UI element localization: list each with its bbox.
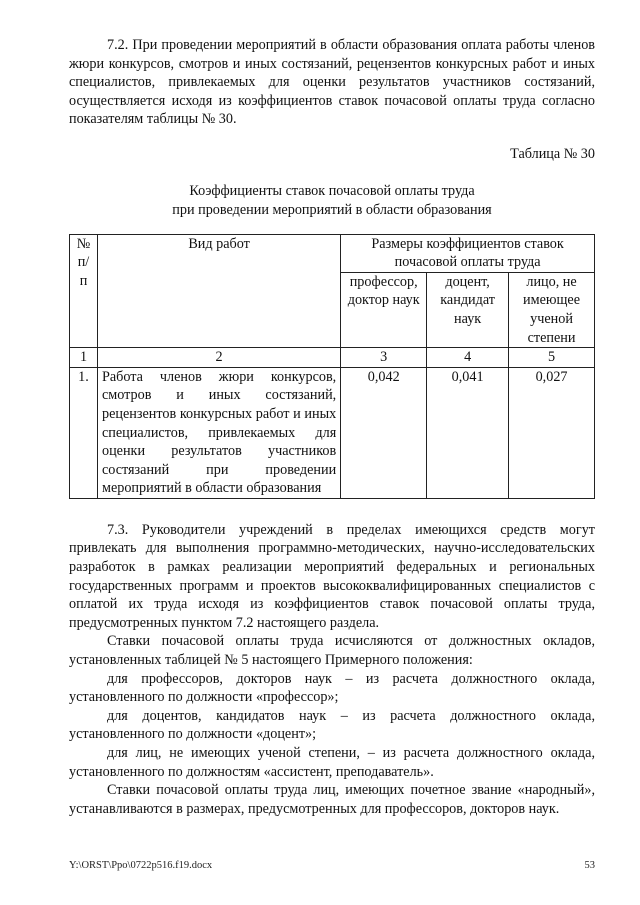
table-caption-line1: Коэффициенты ставок почасовой оплаты труда [189, 182, 475, 199]
header-professor: профессор, доктор наук [341, 272, 427, 347]
paragraph-honorary: Ставки почасовой оплаты труда лиц, имеющих почетное звание «народный», устанавливаются в размерах, предусмотренных для профессоров, докторов наук. [69, 782, 595, 817]
table-caption [69, 182, 595, 220]
column-number: 3 [341, 348, 427, 368]
document-body [69, 36, 595, 818]
paragraph-docents: для доцентов, кандидатов наук – из расчета должностного оклада, установленного по должности «доцент»; [69, 707, 595, 743]
header-docent: доцент, кандидат наук [427, 272, 509, 347]
section-7-3 [69, 521, 595, 819]
paragraph-professors: для профессоров, докторов наук – из расчета должностного оклада, установленного по должности «профессор»; [69, 670, 595, 706]
row-coef-docent: 0,041 [427, 367, 509, 498]
table-label: Таблица № 30 [510, 145, 595, 162]
table-header-row [70, 234, 595, 272]
row-number: 1. [70, 367, 98, 498]
table-column-number-row [70, 348, 595, 368]
column-number: 4 [427, 348, 509, 368]
column-number: 1 [70, 348, 98, 368]
coefficients-table [69, 234, 595, 499]
page-number: 53 [584, 860, 595, 871]
header-number: № п/п [70, 234, 98, 348]
page-footer [69, 857, 595, 876]
paragraph-7-3: 7.3. Руководители учреждений в пределах имеющихся средств могут привлекать для выполнения программно-методических, научно-исследовательских разработок в рамках реализации мероприятий федеральных и региональных государственных программ и проектов высококвалифицированных специалистов с оплатой их труда исходя из коэффициентов ставок почасовой оплаты труда, предусмотренных пунктом 7.2 настоящего раздела. [69, 521, 595, 631]
table-caption-line2: при проведении мероприятий в области образования [172, 201, 492, 218]
column-number: 5 [509, 348, 595, 368]
column-number: 2 [97, 348, 340, 368]
header-no-degree: лицо, не имеющее ученой степени [509, 272, 595, 347]
row-work-description: Работа членов жюри конкурсов, смотров и иных состязаний, рецензентов конкурсных работ и иных специалистов, привлекаемых для оценки результатов участников состязаний при проведении мероприятий в области образования [97, 367, 340, 498]
footer-file-path: Y:\ORST\Ppo\0722p516.f19.docx [69, 860, 213, 871]
header-work-type: Вид работ [97, 234, 340, 348]
row-coef-no-degree: 0,027 [509, 367, 595, 498]
paragraph-rates: Ставки почасовой оплаты труда исчисляются от должностных окладов, установленных таблицей № 5 настоящего Примерного положения: [69, 633, 595, 669]
paragraph-no-degree: для лиц, не имеющих ученой степени, – из расчета должностного оклада, установленного по должностям «ассистент, преподаватель». [69, 745, 595, 780]
table-row [70, 367, 595, 498]
row-coef-professor: 0,042 [341, 367, 427, 498]
paragraph-7-2: 7.2. При проведении мероприятий в области образования оплата работы членов жюри конкурсов, смотров и иных состязаний, рецензентов конкурсных работ и иных специалистов, привлекаемых для оценки результатов участников состязаний, осуществляется исходя из коэффициентов ставок почасовой оплаты труда согласно показателям таблицы № 30. [69, 37, 595, 128]
header-coefficient-sizes: Размеры коэффициентов ставок почасовой оплаты труда [341, 234, 595, 272]
